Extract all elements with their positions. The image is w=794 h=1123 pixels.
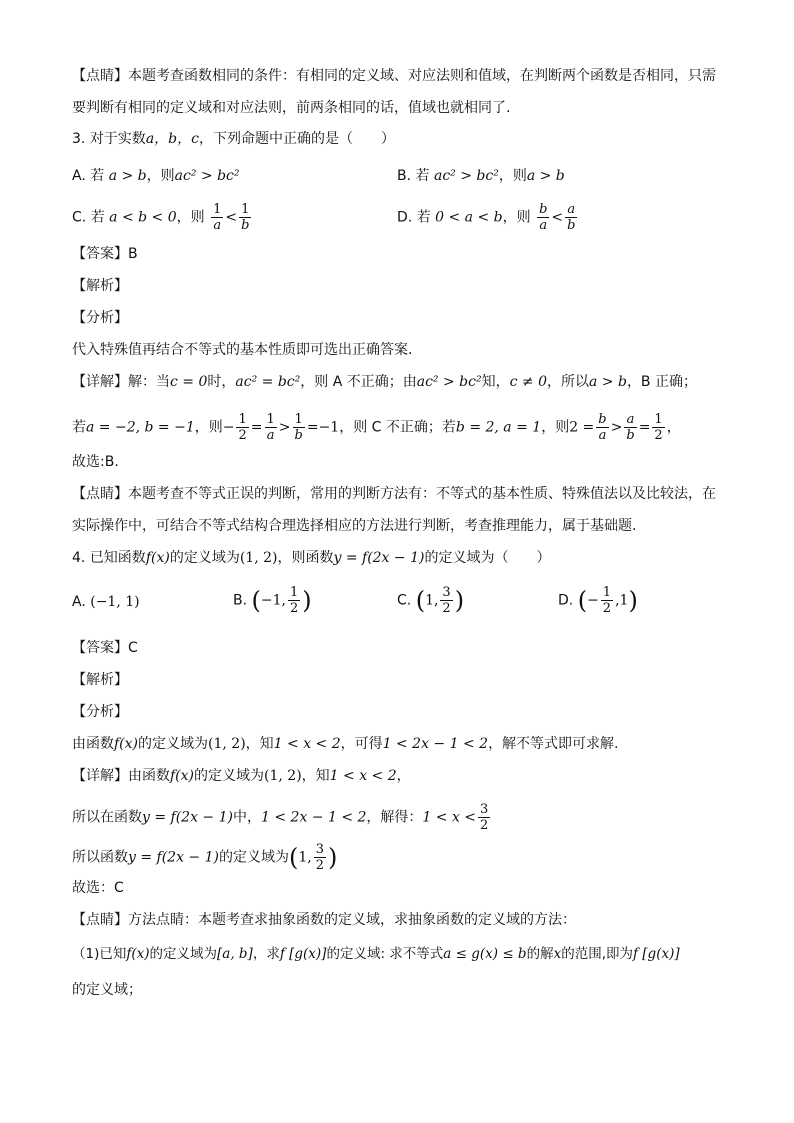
text: 解：当 [128,374,170,390]
text: 的定义域为 [194,768,265,784]
text: ，求 [252,946,280,962]
math: ac² = bc² [235,374,301,390]
q4-option-a [72,592,140,612]
q3-option-c: C. 若 a < b < 0，则 $\frac{1}{a}$ < $\frac{1}{b}$ [72,202,250,233]
math: 1 < x < 2 [329,768,397,784]
option-label: B. [397,168,412,184]
q4-xiangjie-line-1: 【详解】由函数f(x)的定义域为(1, 2)，知1 < x < 2， [72,768,411,784]
q4-option-d: D. (− $\frac{1}{2}$ ,1) [558,585,638,616]
q4-method-line-2 [72,980,142,1000]
option-text: ，则 [176,209,205,226]
text: ，B 正确； [626,374,697,390]
option-text: ，则 [498,168,527,184]
text: ，则 A 不正确；由 [300,374,417,390]
xiangjie-tag: 【详解】 [72,374,128,390]
text: 的定义域为 [138,736,209,752]
math: f [g(x)] [633,946,680,962]
option-label: D. [397,209,413,226]
option-text: 若 [415,168,430,184]
q4-option-c: C. (1, $\frac{3}{2}$ ) [397,585,465,616]
dianjing-text: 要判断有相同的定义域和对应法则，前两条相同的话，值域也就相同了. [72,100,511,116]
q3-option-a [72,166,240,186]
fraction: $\frac{1}{b}$ [294,412,303,443]
q3-option-d: D. 若 0 < a < b，则 $\frac{b}{a}$ < $\frac{a}{b}$ [397,202,576,233]
text: 的定义域为 [149,946,218,962]
fenxi-tag: 【分析】 [72,310,128,326]
text: 的解 [526,946,554,962]
answer-tag: 【答案】 [72,640,128,656]
option-conclusion: ac² > bc² [174,168,240,184]
math: c = 0 [170,374,208,390]
q3-conclusion [72,452,119,472]
q3-option-b [397,166,565,186]
option-condition: ac² > bc² [433,168,499,184]
dianjing-text: 本题考查函数相同的条件：有相同的定义域、对应法则和值域，在判断两个函数是否相同，只需 [128,68,716,84]
math: a ≤ g(x) ≤ b [443,946,527,962]
fraction: $\frac{3}{2}$ [315,842,325,873]
question-number: 3. [72,131,86,147]
option-condition: a > b [108,168,147,184]
dianjing-line-1 [72,66,716,86]
text: 所以函数 [72,849,128,866]
q3-xiangjie-line-1 [72,372,697,392]
text: 中， [233,809,261,826]
fraction: $\frac{1}{a}$ [266,412,275,443]
math: a > b [588,374,627,390]
fenxi-tag: 【分析】 [72,704,128,720]
math: (1, 2) [239,550,278,566]
text: ，解得： [366,809,423,826]
dianjing-tag: 【点睛】 [72,68,128,84]
q3-dianjing-line-2 [72,516,636,536]
dianjing-text: 本题考查不等式正误的判断，常用的判断方法有：不等式的基本性质、特殊值法以及比较法，在 [128,486,716,502]
conclusion-text: 故选:B. [72,454,119,470]
math: f(x) [114,736,139,752]
option-text: ，则 [146,168,175,184]
option-label: A. [72,594,86,610]
option-text: 若 [416,209,431,226]
dianjing-text: 方法点睛：本题考查求抽象函数的定义域，求抽象函数的定义域的方法： [128,912,576,928]
conclusion-text: 故选：C [72,880,124,896]
math: f(x) [126,946,150,962]
q3-jiexi [72,276,128,296]
q3-dianjing-line-1 [72,484,716,504]
q3-xiangjie-line-2: 若a = −2, b = −1，则− $\frac{1}{2}$ = $\frac{1}{a}$ > $\frac{1}{b}$ =−1，则 C 不正确；若b = 2, a = 1，则2 = $\frac{b}{a}$ > $\frac{a}{b}$ = $\frac{1}{2}$ ， [72,412,681,443]
q4-option-b: B. (−1, $\frac{1}{2}$ ) [233,585,312,616]
text: 的定义域； [72,982,142,998]
option-value: (−1, 1) [90,594,140,610]
fraction: $\frac{1}{b}$ [241,202,250,233]
text: ，则 C 不正确；若 [339,419,456,436]
q4-fenxi-text [72,734,619,754]
dianjing-tag: 【点睛】 [72,912,128,928]
option-conclusion: a > b [526,168,565,184]
q4-xiangjie-line-2: 所以在函数y = f(2x − 1)中，1 < 2x − 1 < 2，解得：1 < x < $\frac{3}{2}$ [72,802,489,833]
math: b = 2, a = 1 [455,419,542,436]
math: (1, 2) [208,736,246,752]
stem-text: 对于实数 [89,131,146,147]
math: [a, b] [217,946,253,962]
fraction: $\frac{3}{2}$ [442,585,451,616]
q4-method-line-1 [72,944,680,964]
math: y = f(2x − 1) [128,849,219,866]
text: ，知 [245,736,274,752]
q4-fenxi-tag [72,702,128,722]
math: 1 < 2x − 1 < 2 [261,809,367,826]
q3-answer [72,244,138,264]
text: 时， [207,374,236,390]
fraction: $\frac{1}{2}$ [238,412,247,443]
math: ac² > bc² [416,374,482,390]
option-label: D. [558,592,574,609]
dianjing-tag: 【点睛】 [72,486,128,502]
fraction: $\frac{a}{b}$ [567,202,576,233]
fraction: $\frac{1}{2}$ [289,585,299,616]
text: 的定义域为 [169,550,240,566]
option-label: C. [397,592,412,609]
option-condition: 0 < a < b [435,209,503,226]
q3-fenxi-text [72,340,412,360]
dianjing-line-2 [72,98,510,118]
math: f(x) [145,550,170,566]
fraction: $\frac{b}{a}$ [539,202,548,233]
fraction: $\frac{b}{a}$ [598,412,607,443]
math: y = f(2x − 1) [142,809,233,826]
option-text: 若 [90,209,105,226]
text: 由函数 [128,768,170,784]
text: 由函数 [72,736,114,752]
math: 1 < x < 2 [273,736,341,752]
xiangjie-tag: 【详解】 [72,768,128,784]
fraction: $\frac{1}{a}$ [213,202,222,233]
q3-fenxi-tag [72,308,128,328]
text: （1)已知 [72,946,127,962]
answer-value: B [128,246,138,262]
dianjing-text: 实际操作中，可结合不等式结构合理选择相应的方法进行判断，考查推理能力，属于基础题. [72,518,637,534]
option-condition: a < b < 0 [109,209,177,226]
text: ，则 [194,419,223,436]
fraction: $\frac{1}{2}$ [654,412,663,443]
question-number: 4. [72,550,86,566]
question-4-stem [72,548,550,568]
math: c ≠ 0 [509,374,547,390]
text: 的定义域: 求不等式 [326,946,444,962]
q4-answer [72,638,138,658]
q4-xiangjie-line-3: 所以函数y = f(2x − 1)的定义域为(1, $\frac{3}{2}$ ) [72,842,338,873]
math: y = f(2x − 1) [333,550,425,566]
jiexi-tag: 【解析】 [72,278,128,294]
option-label: A. [72,168,86,184]
answer-tag: 【答案】 [72,246,128,262]
text: ，则函数 [277,550,334,566]
option-text: ，则 [502,209,531,226]
question-3-stem [72,129,395,149]
text: 若 [72,419,86,436]
fraction: $\frac{3}{2}$ [480,802,489,833]
text: 的定义域为（ ） [424,550,551,566]
option-label: C. [72,209,87,226]
jiexi-tag: 【解析】 [72,672,128,688]
q4-conclusion [72,878,124,898]
text: ，可得 [340,736,383,752]
text: ，则 [541,419,570,436]
text: ，知 [301,768,330,784]
text: 已知函数 [89,550,146,566]
option-text: 若 [90,168,105,184]
q4-jiexi [72,670,128,690]
text: 所以在函数 [72,809,142,826]
math: x [553,946,562,962]
math: 1 < 2x − 1 < 2 [382,736,489,752]
option-label: B. [233,592,248,609]
math: a = −2, b = −1 [86,419,195,436]
text: 知， [481,374,510,390]
text: ，所以 [546,374,589,390]
math: (1, 2) [264,768,302,784]
stem-tail: ，下列命题中正确的是（ ） [198,131,395,147]
q4-dianjing [72,910,576,930]
text: 的范围,即为 [561,946,633,962]
math: f(x) [170,768,195,784]
text: ，解不等式即可求解. [488,736,619,752]
stem-vars: a，b，c [145,131,199,147]
fraction: $\frac{a}{b}$ [626,412,635,443]
math: f [g(x)] [279,946,327,962]
answer-value: C [128,640,138,656]
fraction: $\frac{1}{2}$ [602,585,612,616]
text: 的定义域为 [219,849,289,866]
fenxi-text: 代入特殊值再结合不等式的基本性质即可选出正确答案. [72,342,413,358]
